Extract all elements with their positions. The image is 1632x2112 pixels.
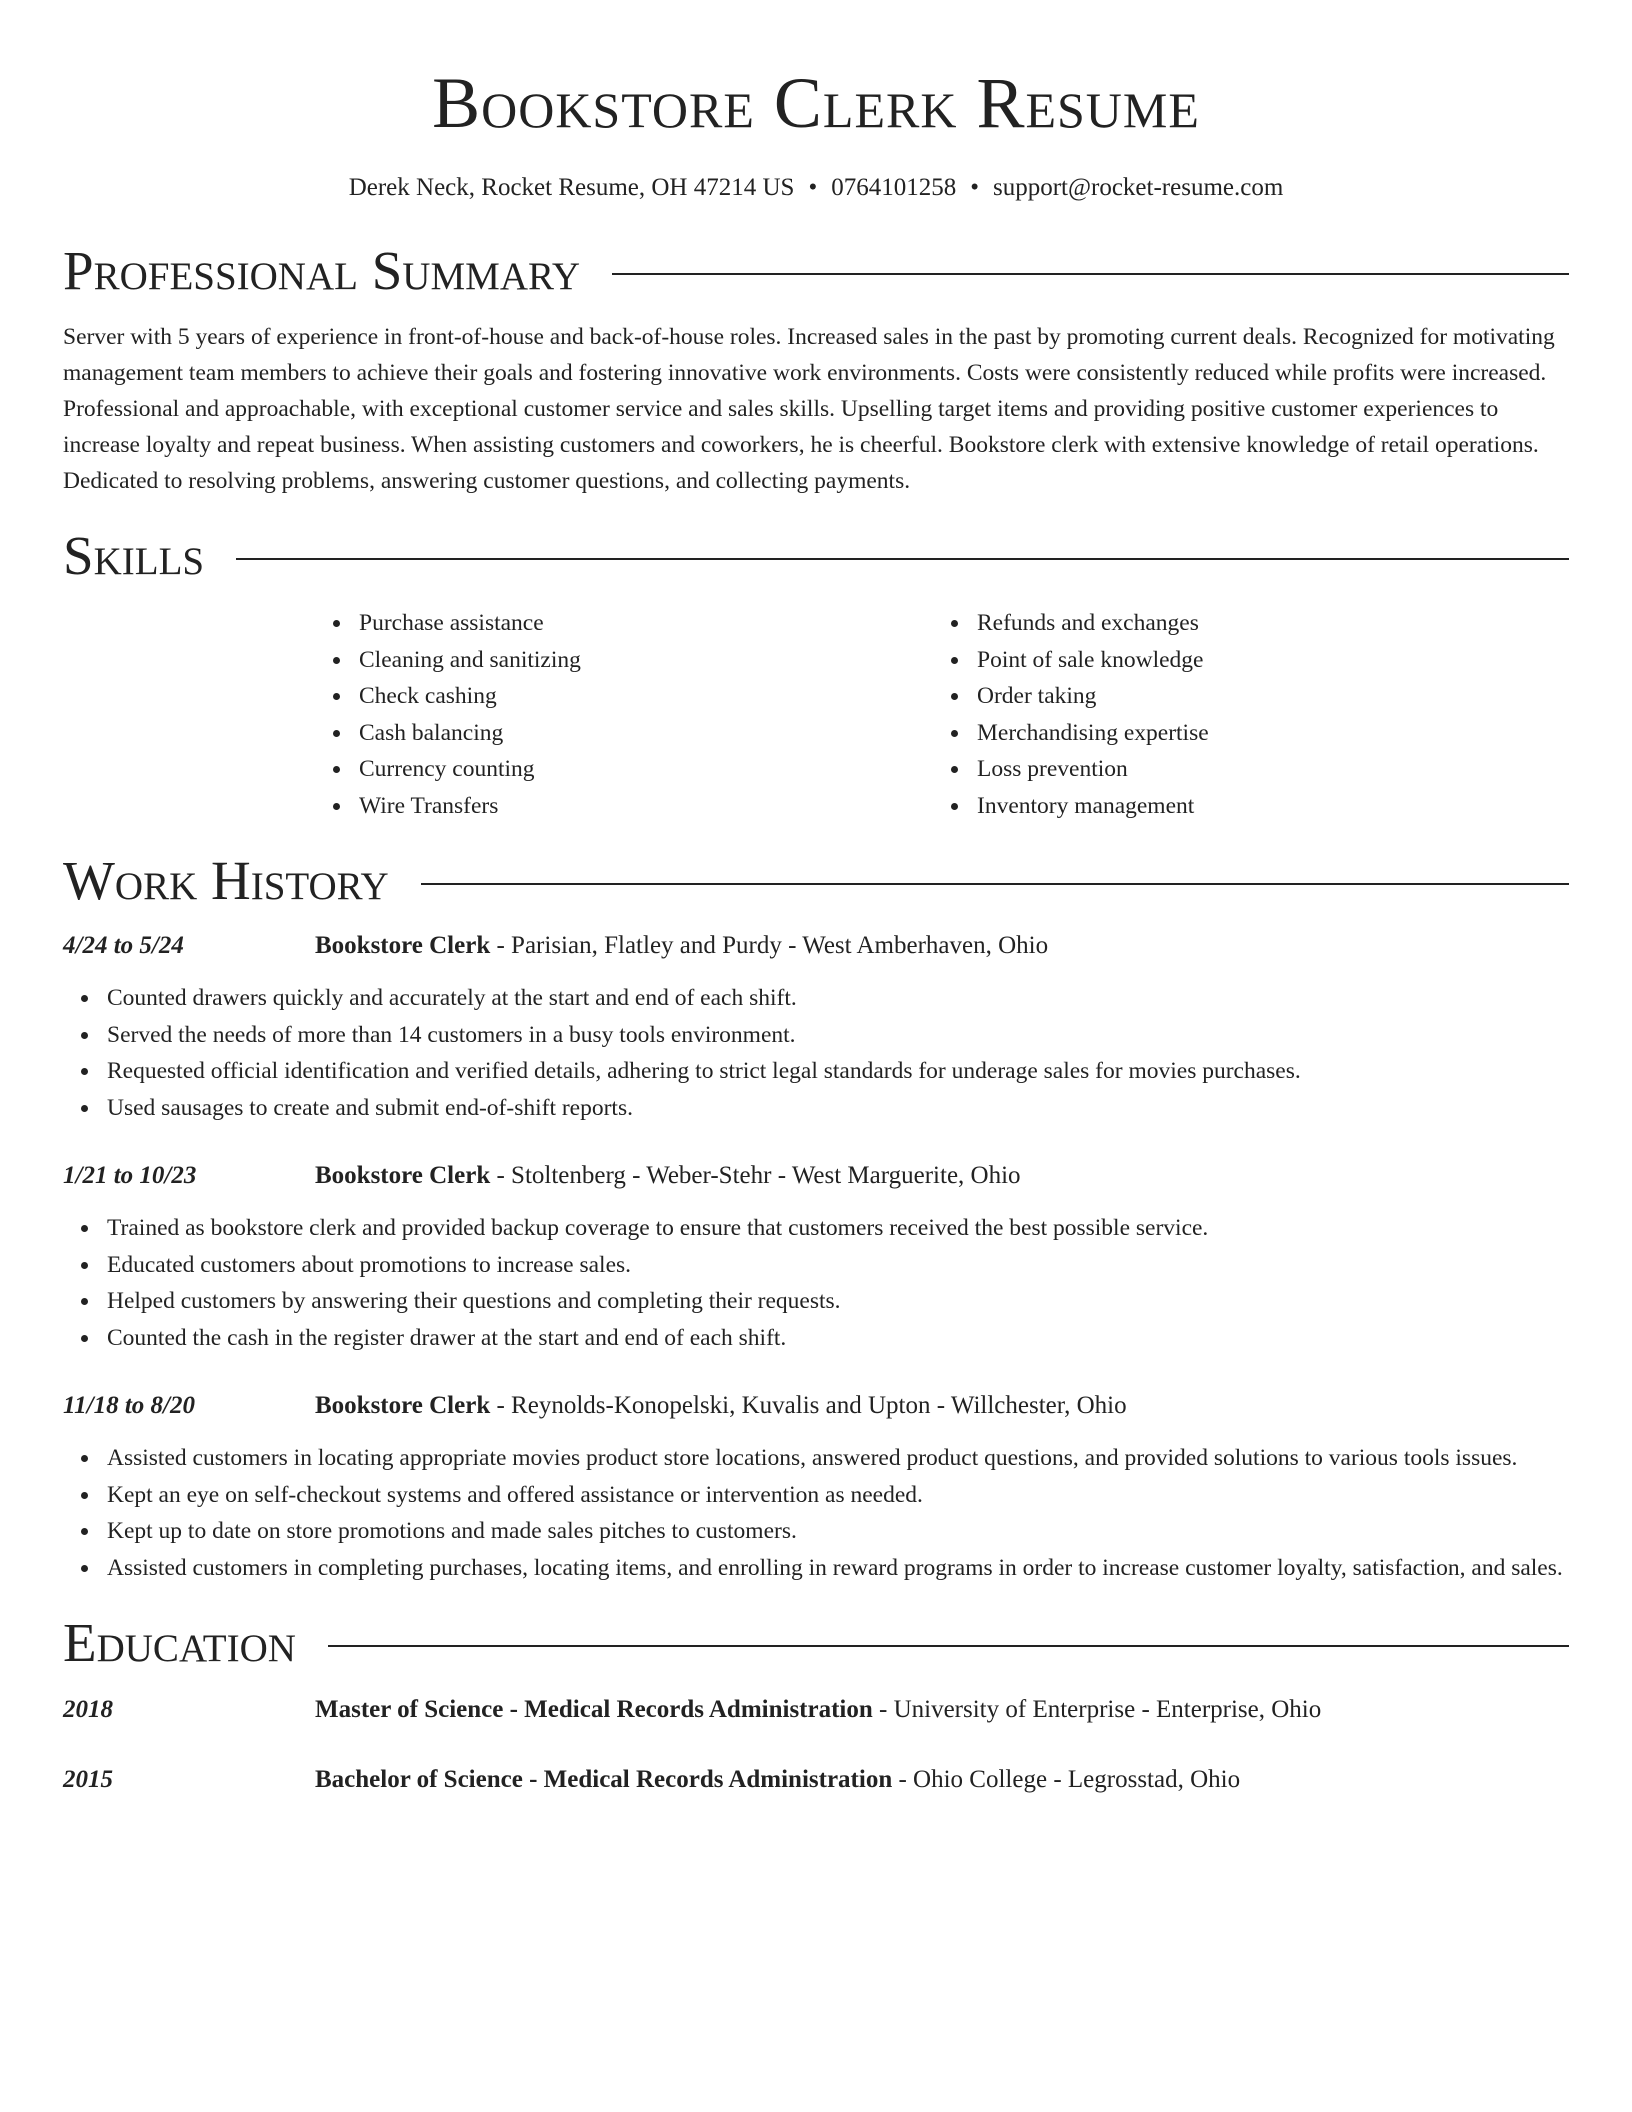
skills-column-right [933,605,1551,824]
skill-item: Cash balancing [359,715,933,752]
job-employer: - Stoltenberg - Weber-Stehr - West Marguerite, Ohio [490,1162,1021,1189]
job-dates: 1/21 to 10/23 [63,1162,197,1189]
summary-text: Server with 5 years of experience in front-of-house and back-of-house roles. Increased sales in the past by promoting current deals. Recognized for motivating management team members to achieve their goals and fostering innovative work environments. Costs were consistently reduced while profits were increased. Professional and approachable, with exceptional customer service and sales skills. Upselling target items and providing positive customer experiences to increase loyalty and repeat business. When assisting customers and coworkers, he is cheerful. Bookstore clerk with extensive knowledge of retail operations. Dedicated to resolving problems, answering customer questions, and collecting payments. [63,324,1555,494]
skill-item: Cleaning and sanitizing [359,642,933,679]
job-dates: 4/24 to 5/24 [63,932,184,959]
contact-email: support@rocket-resume.com [992,174,1284,201]
education-degree: Master of Science - Medical Records Administration [315,1696,873,1723]
education-section-header [63,1608,1569,1678]
skills-section-header [63,521,1569,591]
contact-address: Derek Neck, Rocket Resume, OH 47214 US [348,174,795,201]
job-employer: - Parisian, Flatley and Purdy - West Amberhaven, Ohio [490,932,1049,959]
education-school: - Ohio College - Legrosstad, Ohio [892,1766,1241,1793]
job-duty: Requested official identification and verified details, adhering to strict legal standards for underage sales for movies purchases. [107,1053,1569,1090]
section-divider [236,558,1569,560]
job-duty: Kept up to date on store promotions and made sales pitches to customers. [107,1513,1569,1550]
job-duties [63,980,1569,1126]
job-duties [63,1210,1569,1356]
job-duty: Used sausages to create and submit end-of-shift reports. [107,1090,1569,1127]
job-entry [63,1388,1569,1586]
job-duty: Served the needs of more than 14 customers in a busy tools environment. [107,1017,1569,1054]
education-school: - University of Enterprise - Enterprise, Ohio [872,1696,1322,1723]
job-entry [63,1158,1569,1356]
section-divider [612,273,1569,275]
summary-heading: Professional Summary [63,240,581,301]
work-heading: Work History [63,850,389,911]
resume-title: Bookstore Clerk Resume [432,63,1200,143]
job-entry [63,928,1569,1126]
education-year: 2018 [63,1696,113,1723]
section-divider [328,1645,1569,1647]
skills-heading: Skills [63,525,205,586]
job-duty: Helped customers by answering their questions and completing their requests. [107,1283,1569,1320]
job-duty: Assisted customers in locating appropriate movies product store locations, answered product questions, and provided solutions to various tools issues. [107,1440,1569,1477]
education-entry [63,1762,1569,1798]
job-header [63,928,1569,964]
skill-item: Wire Transfers [359,788,933,825]
job-duty: Educated customers about promotions to increase sales. [107,1247,1569,1284]
skills-list [315,605,1569,824]
summary-section-header [63,236,1569,306]
job-duty: Counted the cash in the register drawer at the start and end of each shift. [107,1320,1569,1357]
job-header [63,1158,1569,1194]
job-title: Bookstore Clerk [315,1392,491,1419]
skills-column-left [315,605,933,824]
job-duty: Kept an eye on self-checkout systems and offered assistance or intervention as needed. [107,1477,1569,1514]
skill-item: Purchase assistance [359,605,933,642]
resume-page [63,0,1569,1798]
skill-item: Point of sale knowledge [977,642,1551,679]
skill-item: Check cashing [359,678,933,715]
work-section-header [63,846,1569,916]
education-heading: Education [63,1612,296,1673]
education-entry [63,1692,1569,1728]
skill-item: Refunds and exchanges [977,605,1551,642]
job-employer: - Reynolds-Konopelski, Kuvalis and Upton - Willchester, Ohio [490,1392,1127,1419]
contact-line [63,170,1569,206]
education-year: 2015 [63,1766,113,1793]
job-duties [63,1440,1569,1586]
skill-item: Merchandising expertise [977,715,1551,752]
education-degree: Bachelor of Science - Medical Records Administration [315,1766,893,1793]
skill-item: Inventory management [977,788,1551,825]
skill-item: Currency counting [359,751,933,788]
job-header [63,1388,1569,1424]
contact-separator: • [808,174,818,201]
contact-separator: • [970,174,979,201]
job-title: Bookstore Clerk [315,932,491,959]
section-divider [421,883,1569,885]
job-title: Bookstore Clerk [315,1162,491,1189]
contact-phone: 0764101258 [831,174,957,201]
job-dates: 11/18 to 8/20 [63,1392,195,1419]
job-duty: Assisted customers in completing purchases, locating items, and enrolling in reward programs in order to increase customer loyalty, satisfaction, and sales. [107,1550,1569,1587]
skill-item: Loss prevention [977,751,1551,788]
job-duty: Counted drawers quickly and accurately at the start and end of each shift. [107,980,1569,1017]
skill-item: Order taking [977,678,1551,715]
job-duty: Trained as bookstore clerk and provided backup coverage to ensure that customers received the best possible service. [107,1210,1569,1247]
